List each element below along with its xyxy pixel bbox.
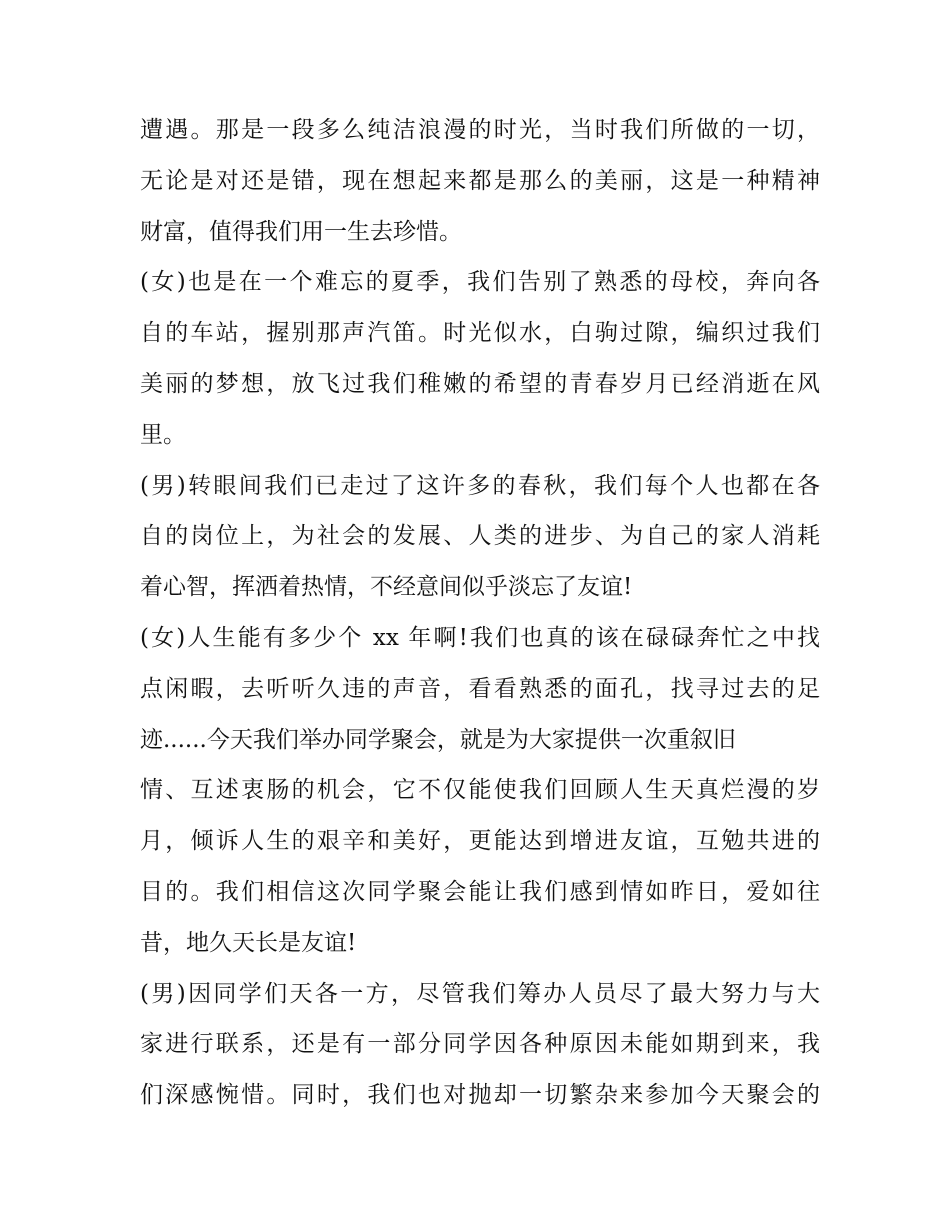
- text-line: 月，倾诉人生的艰辛和美好，更能达到增进友谊，互勉共进的: [140, 828, 820, 855]
- text-line: 无论是对还是错，现在想起来都是那么的美丽，这是一种精神: [140, 167, 820, 194]
- body-text: [140, 105, 820, 1121]
- text-line: 们深感惋惜。同时，我们也对抛却一切繁杂来参加今天聚会的: [140, 1082, 820, 1109]
- text-line: 家进行联系，还是有一部分同学因各种原因未能如期到来，我: [140, 1031, 820, 1058]
- text-line: 遭遇。那是一段多么纯洁浪漫的时光，当时我们所做的一切，: [140, 117, 820, 143]
- text-line: 自的岗位上，为社会的发展、人类的进步、为自己的家人消耗: [140, 523, 820, 550]
- text-line: 着心智，挥洒着热情，不经意间似乎淡忘了友谊!: [140, 574, 633, 601]
- text-line: (男)转眼间我们已走过了这许多的春秋，我们每个人也都在各: [140, 472, 820, 499]
- text-line: 目的。我们相信这次同学聚会能让我们感到情如昨日，爱如往: [140, 878, 820, 905]
- text-line: (男)因同学们天各一方，尽管我们筹办人员尽了最大努力与大: [140, 980, 820, 1007]
- text-line: (女)也是在一个难忘的夏季，我们告别了熟悉的母校，奔向各: [140, 269, 820, 296]
- text-line: 情、互述衷肠的机会，它不仅能使我们回顾人生天真烂漫的岁: [140, 777, 820, 804]
- text-line: 自的车站，握别那声汽笛。时光似水，白驹过隙，编织过我们: [140, 320, 820, 347]
- text-line: 财富，值得我们用一生去珍惜。: [140, 218, 462, 245]
- text-line: 点闲暇，去听听久违的声音，看看熟悉的面孔，找寻过去的足: [140, 675, 820, 702]
- text-line: 迹......今天我们举办同学聚会，就是为大家提供一次重叙旧: [140, 726, 736, 753]
- text-line: 里。: [140, 421, 186, 448]
- text-line: 美丽的梦想，放飞过我们稚嫩的希望的青春岁月已经消逝在风: [140, 370, 820, 397]
- text-line: (女)人生能有多少个 xx 年啊!我们也真的该在碌碌奔忙之中找: [140, 624, 820, 651]
- text-line: 昔，地久天长是友谊!: [140, 929, 357, 956]
